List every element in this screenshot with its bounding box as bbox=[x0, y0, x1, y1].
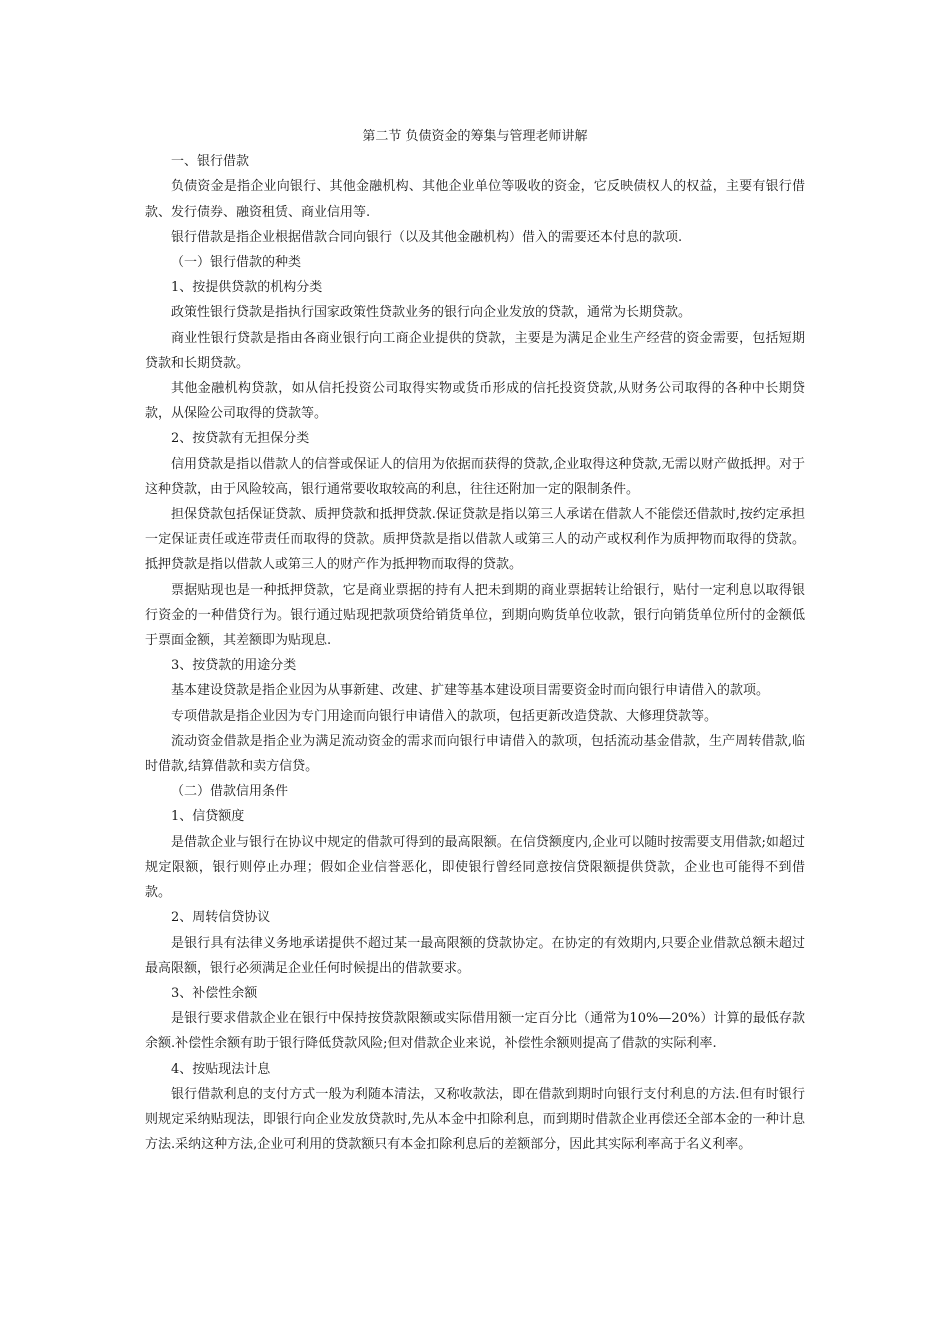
body-paragraph: 银行借款利息的支付方式一般为利随本清法，又称收款法，即在借款到期时向银行支付利息的方法.但有时银行则规定采纳贴现法，即银行向企业发放贷款时,先从本金中扣除利息，而到期时借款企业再偿还全部本金的一种计息方法.采纳这种方法,企业可利用的贷款额只有本金扣除利息后的差额部分，因此其实际利率高于名义利率。 bbox=[145, 1086, 805, 1153]
section-heading: 一、银行借款 bbox=[171, 154, 250, 170]
section-heading: （一）银行借款的种类 bbox=[171, 255, 302, 271]
body-paragraph: 商业性银行贷款是指由各商业银行向工商企业提供的贷款，主要是为满足企业生产经营的资金需要，包括短期贷款和长期贷款。 bbox=[145, 330, 805, 371]
body-paragraph: 政策性银行贷款是指执行国家政策性贷款业务的银行向企业发放的贷款，通常为长期贷款。 bbox=[171, 305, 692, 321]
section-heading: 4、按贴现法计息 bbox=[171, 1061, 271, 1077]
body-paragraph: 其他金融机构贷款，如从信托投资公司取得实物或货币形成的信托投资贷款,从财务公司取得的各种中长期贷款，从保险公司取得的贷款等。 bbox=[145, 381, 805, 422]
body-paragraph: 基本建设贷款是指企业因为从事新建、改建、扩建等基本建设项目需要资金时而向银行申请借入的款项。 bbox=[171, 683, 770, 699]
section-heading: 2、周转信贷协议 bbox=[171, 910, 271, 926]
document-page bbox=[145, 124, 805, 1157]
section-heading: 2、按贷款有无担保分类 bbox=[171, 431, 310, 447]
section-heading: 1、信贷额度 bbox=[171, 809, 245, 825]
body-paragraph: 专项借款是指企业因为专门用途而向银行申请借入的款项，包括更新改造贷款、大修理贷款等。 bbox=[171, 708, 718, 724]
document-body bbox=[145, 149, 805, 1157]
section-heading: 1、按提供贷款的机构分类 bbox=[171, 280, 323, 296]
section-heading: 3、补偿性余额 bbox=[171, 985, 258, 1001]
body-paragraph: 负债资金是指企业向银行、其他金融机构、其他企业单位等吸收的资金，它反映债权人的权益，主要有银行借款、发行债券、融资租赁、商业信用等. bbox=[145, 179, 805, 220]
section-heading: （二）借款信用条件 bbox=[171, 784, 289, 800]
document-title: 第二节 负债资金的筹集与管理老师讲解 bbox=[362, 129, 588, 144]
body-paragraph: 流动资金借款是指企业为满足流动资金的需求而向银行申请借入的款项，包括流动基金借款，生产周转借款,临时借款,结算借款和卖方信贷。 bbox=[145, 733, 805, 775]
body-paragraph: 票据贴现也是一种抵押贷款，它是商业票据的持有人把未到期的商业票据转让给银行，贴付一定利息以取得银行资金的一种借贷行为。银行通过贴现把款项贷给销货单位，到期向购货单位收款，银行向销货单位所付的金额低于票面金额，其差额即为贴现息. bbox=[145, 582, 805, 649]
body-paragraph: 是银行具有法律义务地承诺提供不超过某一最高限额的贷款协定。在协定的有效期内,只要企业借款总额未超过最高限额，银行必须满足企业任何时候提出的借款要求。 bbox=[145, 935, 805, 976]
body-paragraph: 是银行要求借款企业在银行中保持按贷款限额或实际借用额一定百分比（通常为10%—20%）计算的最低存款余额.补偿性余额有助于银行降低贷款风险;但对借款企业来说，补偿性余额则提高了借款的实际利率. bbox=[145, 1011, 805, 1052]
body-paragraph: 担保贷款包括保证贷款、质押贷款和抵押贷款.保证贷款是指以第三人承诺在借款人不能偿还借款时,按约定承担一定保证责任或连带责任而取得的贷款。质押贷款是指以借款人或第三人的动产或权利作为质押物而取得的贷款。抵押贷款是指以借款人或第三人的财产作为抵押物而取得的贷款。 bbox=[145, 507, 805, 573]
body-paragraph: 银行借款是指企业根据借款合同向银行（以及其他金融机构）借入的需要还本付息的款项. bbox=[171, 229, 683, 245]
section-heading: 3、按贷款的用途分类 bbox=[171, 658, 297, 674]
body-paragraph: 信用贷款是指以借款人的信誉或保证人的信用为依据而获得的贷款,企业取得这种贷款,无需以财产做抵押。对于这种贷款，由于风险较高，银行通常要收取较高的利息，往往还附加一定的限制条件。 bbox=[145, 456, 805, 497]
body-paragraph: 是借款企业与银行在协议中规定的借款可得到的最高限额。在信贷额度内,企业可以随时按需要支用借款;如超过规定限额，银行则停止办理；假如企业信誉恶化，即使银行曾经同意按信贷限额提供贷款，企业也可能得不到借款。 bbox=[145, 834, 805, 901]
